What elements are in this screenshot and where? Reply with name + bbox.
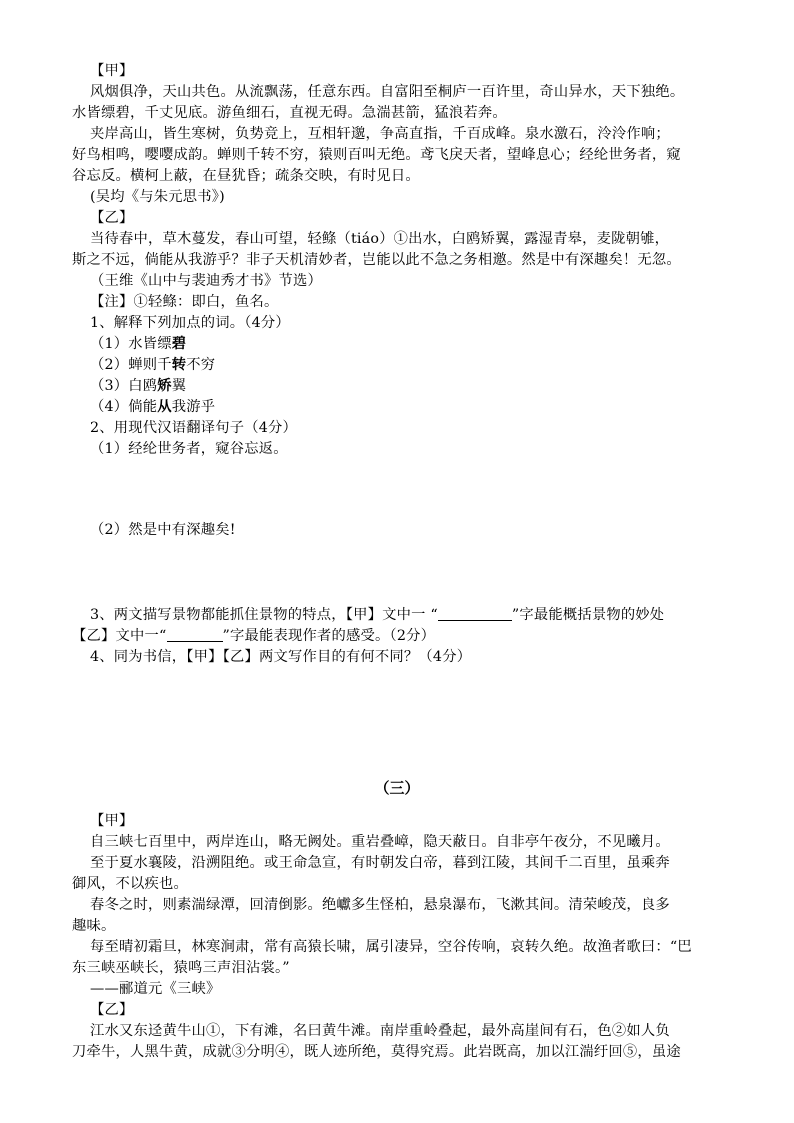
sanxia-yi-line2: 刀牵牛，人黑牛黄，成就③分明④，既人迹所绝，莫得究焉。此岩既高，加以江湍纡回⑤，虽途 <box>72 1044 681 1060</box>
yi-source: （王维《山中与裴迪秀才书》节选） <box>90 273 322 289</box>
jia-source: (吴均《与朱元思书》) <box>90 189 225 205</box>
q1-item-4: （4）倘能从我游乎 <box>90 399 216 415</box>
sanxia-para3-line2: 趣味。 <box>72 918 116 934</box>
dotted-word: 从 <box>157 399 172 415</box>
q1-item-2: （2）蝉则千转不穷 <box>90 357 216 373</box>
jia-para1-line1: 风烟俱净，天山共色。从流飘荡，任意东西。自富阳至桐庐一百许里，奇山异水，天下独绝。 <box>90 84 685 100</box>
question-3-line1: 3、两文描写景物都能抓住景物的特点，【甲】文中一 “ ”字最能概括景物的妙处 <box>90 607 665 623</box>
annotation-note: 【注】①轻鲦：即白，鱼名。 <box>90 294 279 310</box>
sanxia-yi-line1: 江水又东迳黄牛山①，下有滩，名曰黄牛滩。南岸重岭叠起，最外高崖间有石，色②如人负 <box>90 1023 670 1039</box>
yi-line1: 当待春中，草木蔓发，春山可望，轻鲦（tiáo）①出水，白鸥矫翼，露湿青皋，麦陇朝雊， <box>90 231 670 247</box>
answer-blank-yi[interactable] <box>167 627 223 642</box>
sanxia-para4-line1: 每至晴初霜旦，林寒涧肃，常有高猿长啸，属引凄异，空谷传响，哀转久绝。故渔者歌曰：“巴 <box>90 939 692 955</box>
question-1: 1、解释下列加点的词。（4分） <box>90 315 290 331</box>
jia-para1-line2: 水皆缥碧，千丈见底。游鱼细石，直视无碍。急湍甚箭，猛浪若奔。 <box>72 105 507 121</box>
jia-label: 【甲】 <box>90 63 134 79</box>
q1-item-3: （3）白鸥矫翼 <box>90 378 187 394</box>
yi-label: 【乙】 <box>90 210 134 226</box>
yi-line2: 斯之不远，倘能从我游乎？非子天机清妙者，岂能以此不急之务相邀。然是中有深趣矣！无忽。 <box>72 252 681 268</box>
question-4: 4、同为书信，【甲】【乙】两文写作目的有何不同？（4分） <box>90 649 472 665</box>
question-3-line2: 【乙】文中一“ ”字最能表现作者的感受。（2分） <box>72 628 436 644</box>
sanxia-para2-line1: 至于夏水襄陵，沿溯阻绝。或王命急宣，有时朝发白帝，暮到江陵，其间千二百里，虽乘奔 <box>90 855 670 871</box>
dotted-word: 转 <box>171 357 187 373</box>
q2-sentence-2: （2）然是中有深趣矣! <box>90 522 236 538</box>
sanxia-yi-label: 【乙】 <box>90 1002 134 1018</box>
answer-blank-jia[interactable] <box>438 606 512 621</box>
sanxia-para4-line2: 东三峡巫峡长，猿鸣三声泪沾裳。” <box>72 960 290 976</box>
section-three-title: （三） <box>374 779 420 797</box>
dotted-word: 碧 <box>171 336 187 352</box>
dotted-word: 矫 <box>157 378 172 394</box>
q1-item-1: （1）水皆缥碧 <box>90 336 187 352</box>
sanxia-para1: 自三峡七百里中，两岸连山，略无阙处。重岩叠嶂，隐天蔽日。自非亭午夜分，不见曦月。 <box>90 834 670 850</box>
sanxia-source: ——郦道元《三峡》 <box>90 981 221 997</box>
question-2: 2、用现代汉语翻译句子（4分） <box>90 420 298 436</box>
jia-para2-line1: 夹岸高山，皆生寒树，负势竞上，互相轩邈，争高直指，千百成峰。泉水激石，泠泠作响； <box>90 126 670 142</box>
sanxia-para3-line1: 春冬之时，则素湍绿潭，回清倒影。绝巘多生怪柏，悬泉瀑布，飞漱其间。清荣峻茂，良多 <box>90 897 670 913</box>
jia-para2-line3: 谷忘反。横柯上蔽，在昼犹昏；疏条交映，有时见日。 <box>72 168 420 184</box>
sanxia-para2-line2: 御风，不以疾也。 <box>72 876 188 892</box>
q2-sentence-1: （1）经纶世务者，窥谷忘返。 <box>90 441 288 457</box>
sanxia-jia-label: 【甲】 <box>90 813 134 829</box>
jia-para2-line2: 好鸟相鸣，嘤嘤成韵。蝉则千转不穷，猿则百叫无绝。鸢飞戾天者，望峰息心；经纶世务者，窥 <box>72 147 681 163</box>
